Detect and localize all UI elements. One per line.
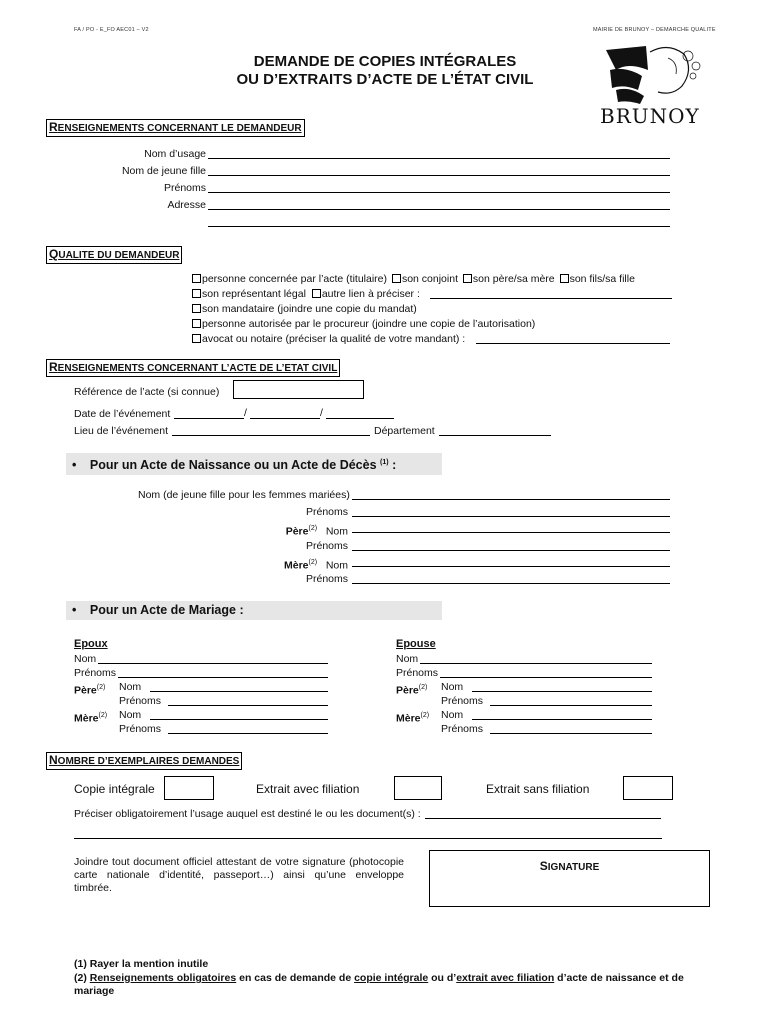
- checkbox-representant[interactable]: [192, 289, 201, 298]
- date-year-field[interactable]: [326, 418, 394, 419]
- epoux-nom-field[interactable]: [98, 663, 328, 664]
- section-acte-title: RENSEIGNEMENTS CONCERNANT L’ACTE DE L’ETAT CIVIL: [46, 359, 340, 377]
- extrait-avec-filiation-label: Extrait avec filiation: [256, 782, 360, 796]
- copie-integrale-count-input[interactable]: [164, 776, 214, 800]
- epouse-mere-nom-label: Nom: [441, 709, 464, 721]
- mere-nom-field[interactable]: [352, 566, 670, 567]
- checkbox-conjoint[interactable]: [392, 274, 401, 283]
- signature-label: SIGNATURE: [539, 859, 600, 873]
- qualite-row-3: son mandataire (joindre une copie du mandat): [192, 303, 417, 316]
- section-demandeur-title: RENSEIGNEMENTS CONCERNANT LE DEMANDEUR: [46, 119, 305, 137]
- epoux-mere-prenoms-label: Prénoms: [119, 723, 162, 735]
- departement-field[interactable]: [439, 435, 551, 436]
- epoux-mere-nom-field[interactable]: [150, 719, 328, 720]
- extrait-avec-filiation-count-input[interactable]: [394, 776, 442, 800]
- bullet-icon: •: [72, 603, 77, 617]
- epoux-pere-prenoms-field[interactable]: [168, 705, 328, 706]
- checkbox-autre-lien[interactable]: [312, 289, 321, 298]
- signature-box[interactable]: [429, 850, 710, 907]
- date-day-field[interactable]: [174, 418, 244, 419]
- signature-instructions: Joindre tout document officiel attestant de votre signature (photocopie carte nationale d’identité, passeport…) ainsi qu’une enveloppe timbrée.: [74, 856, 404, 894]
- footnote-1: (1) Rayer la mention inutile: [74, 958, 209, 970]
- copie-integrale-label: Copie intégrale: [74, 782, 155, 796]
- reference-label: Référence de l’acte (si connue): [74, 386, 220, 398]
- checkbox-pere-mere[interactable]: [463, 274, 472, 283]
- epoux-pere-nom-label: Nom: [119, 681, 142, 693]
- naissance-deces-header: • Pour un Acte de Naissance ou un Acte de Décès $^{(1)}$ :: [66, 453, 442, 475]
- epoux-mere-nom-label: Nom: [119, 709, 142, 721]
- epoux-nom-label: Nom: [74, 653, 97, 665]
- nom-jeune-fille-acte-label: Nom (de jeune fille pour les femmes mariées): [138, 489, 350, 501]
- qualite-row-1: personne concernée par l’acte (titulaire) son conjoint son père/sa mère son fils/sa fille: [192, 273, 635, 286]
- mariage-header: • Pour un Acte de Mariage :: [66, 601, 442, 620]
- bullet-icon: •: [72, 458, 77, 473]
- lieu-evenement-field[interactable]: [172, 435, 370, 436]
- pere-nom-field[interactable]: [352, 532, 670, 533]
- epoux-prenoms-label: Prénoms: [74, 667, 117, 679]
- nom-jeune-fille-label: Nom de jeune fille: [121, 165, 206, 177]
- epoux-mere-prenoms-field[interactable]: [168, 733, 328, 734]
- epouse-pere-prenoms-field[interactable]: [490, 705, 652, 706]
- lieu-evenement-label: Lieu de l’événement: [74, 425, 168, 437]
- epouse-prenoms-field[interactable]: [440, 677, 652, 678]
- date-month-field[interactable]: [250, 418, 320, 419]
- prenoms-acte-field[interactable]: [352, 516, 670, 517]
- date-separator-2: /: [320, 407, 323, 419]
- epoux-prenoms-field[interactable]: [118, 677, 328, 678]
- footnote-2: (2) Renseignements obligatoires en cas de demande de copie intégrale ou d’extrait avec filiation d’acte de naissance et de mariage: [74, 972, 684, 997]
- epouse-pere-nom-label: Nom: [441, 681, 464, 693]
- epoux-mere-label: Mère$^{(2)}$: [74, 712, 108, 725]
- epoux-pere-nom-field[interactable]: [150, 691, 328, 692]
- epouse-nom-field[interactable]: [420, 663, 652, 664]
- organization-line: MAIRIE DE BRUNOY – DEMARCHE QUALITE: [593, 27, 716, 33]
- mere-nom-row-label: Mère$^{(2)}$ Nom: [283, 559, 348, 572]
- checkbox-titulaire[interactable]: [192, 274, 201, 283]
- epouse-pere-prenoms-label: Prénoms: [441, 695, 484, 707]
- brunoy-logo: [598, 40, 713, 128]
- checkbox-avocat-notaire[interactable]: [192, 334, 201, 343]
- usage-field-line2[interactable]: [74, 838, 662, 839]
- epouse-pere-nom-field[interactable]: [472, 691, 652, 692]
- nom-jeune-fille-field[interactable]: [208, 175, 670, 176]
- epoux-pere-label: Père$^{(2)}$: [74, 684, 106, 697]
- epouse-mere-label: Mère$^{(2)}$: [396, 712, 430, 725]
- epouse-heading: Epouse: [396, 638, 436, 650]
- section-exemplaires-title: NOMBRE D’EXEMPLAIRES DEMANDES: [46, 752, 242, 770]
- pere-prenoms-label: Prénoms: [305, 540, 348, 552]
- extrait-sans-filiation-label: Extrait sans filiation: [486, 782, 590, 796]
- prenoms-label: Prénoms: [163, 182, 206, 194]
- qualite-row-4: personne autorisée par le procureur (joindre une copie de l’autorisation): [192, 318, 535, 331]
- date-separator-1: /: [244, 407, 247, 419]
- prenoms-acte-label: Prénoms: [305, 506, 348, 518]
- mere-prenoms-label: Prénoms: [305, 573, 348, 585]
- document-reference: FA / PO - E_FO AEC01 – V2: [74, 27, 149, 33]
- usage-label: Préciser obligatoirement l’usage auquel est destiné le ou les document(s) :: [74, 808, 421, 820]
- epouse-mere-prenoms-field[interactable]: [490, 733, 652, 734]
- adresse-field-line2[interactable]: [208, 226, 670, 227]
- epoux-pere-prenoms-label: Prénoms: [119, 695, 162, 707]
- logo-text: BRUNOY: [600, 104, 700, 128]
- epouse-mere-prenoms-label: Prénoms: [441, 723, 484, 735]
- autre-lien-field[interactable]: [430, 298, 672, 299]
- qualite-row-5: avocat ou notaire (préciser la qualité de votre mandant) :: [192, 333, 465, 346]
- epouse-pere-label: Père$^{(2)}$: [396, 684, 428, 697]
- pere-nom-row-label: Père$^{(2)}$ Nom: [285, 525, 348, 538]
- adresse-label: Adresse: [167, 199, 206, 211]
- page-title-line2: OU D’EXTRAITS D’ACTE DE L’ÉTAT CIVIL: [236, 71, 534, 88]
- adresse-field[interactable]: [208, 209, 670, 210]
- extrait-sans-filiation-count-input[interactable]: [623, 776, 673, 800]
- epouse-mere-nom-field[interactable]: [472, 719, 652, 720]
- usage-field[interactable]: [425, 818, 661, 819]
- qualite-row-2: son représentant légal autre lien à préciser :: [192, 288, 420, 301]
- reference-input[interactable]: [233, 380, 364, 399]
- brunoy-crest-icon: [598, 40, 713, 110]
- section-qualite-title: QUALITE DU DEMANDEUR: [46, 246, 182, 264]
- epouse-nom-label: Nom: [396, 653, 419, 665]
- nom-usage-field[interactable]: [208, 158, 670, 159]
- checkbox-mandataire[interactable]: [192, 304, 201, 313]
- checkbox-fils-fille[interactable]: [560, 274, 569, 283]
- nom-usage-label: Nom d’usage: [144, 148, 206, 160]
- page-title-line1: DEMANDE DE COPIES INTÉGRALES: [253, 53, 517, 70]
- departement-label: Département: [374, 425, 435, 437]
- date-evenement-label: Date de l’événement: [74, 408, 171, 420]
- nom-jeune-fille-acte-field[interactable]: [352, 499, 670, 500]
- mere-prenoms-field[interactable]: [352, 583, 670, 584]
- pere-prenoms-field[interactable]: [352, 550, 670, 551]
- prenoms-field[interactable]: [208, 192, 670, 193]
- checkbox-procureur[interactable]: [192, 319, 201, 328]
- mandant-field[interactable]: [476, 343, 670, 344]
- epouse-prenoms-label: Prénoms: [396, 667, 439, 679]
- epoux-heading: Epoux: [74, 638, 108, 650]
